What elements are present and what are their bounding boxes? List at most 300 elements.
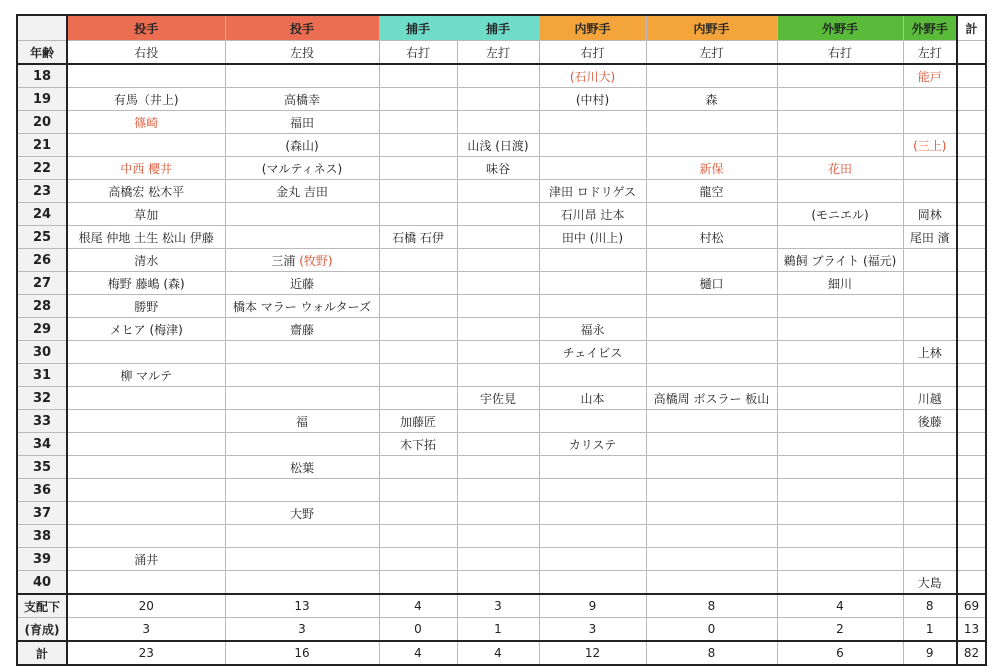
roster-table-container [16,14,987,666]
player-cell [777,64,903,88]
age-cell: 21 [17,134,67,157]
roster-age-table [16,14,987,666]
summary-row [17,594,986,618]
player-cell [457,226,539,249]
player-cell [646,134,777,157]
player-cell [457,456,539,479]
player-cell [777,502,903,525]
age-row [17,111,986,134]
player-cell [903,525,957,548]
player-cell [539,479,646,502]
age-cell: 26 [17,249,67,272]
position-header-outfielder-l: 外野手 [903,15,957,41]
player-cell [379,387,457,410]
player-cell [777,226,903,249]
player-cell: 山本 [539,387,646,410]
player-cell [379,364,457,387]
player-cell [539,548,646,571]
summary-count: 1 [457,618,539,642]
age-label: 年齢 [17,41,67,65]
player-cell [457,249,539,272]
player-cell: 石橋 石伊 [379,226,457,249]
player-cell: 岡林 [903,203,957,226]
summary-count: 4 [457,641,539,665]
player-cell: 尾田 濱 [903,226,957,249]
player-cell [646,249,777,272]
age-cell: 35 [17,456,67,479]
player-cell [539,272,646,295]
player-cell [903,433,957,456]
position-header-catcher-l: 捕手 [457,15,539,41]
player-cell [379,502,457,525]
player-cell: 橋本 マラー ウォルターズ [225,295,379,318]
player-cell [379,111,457,134]
age-cell: 40 [17,571,67,595]
player-cell [539,157,646,180]
player-cell [379,341,457,364]
player-cell [67,456,225,479]
player-cell: 草加 [67,203,225,226]
player-cell: 龍空 [646,180,777,203]
player-cell [457,111,539,134]
player-cell [225,249,379,272]
player-cell: 近藤 [225,272,379,295]
player-cell [225,387,379,410]
age-cell: 27 [17,272,67,295]
player-cell [379,456,457,479]
player-cell: 涌井 [67,548,225,571]
player-cell [777,341,903,364]
hand-label: 右投 [67,41,225,65]
hand-label: 左打 [903,41,957,65]
player-cell: 松葉 [225,456,379,479]
age-row [17,64,986,88]
player-cell [457,479,539,502]
age-row [17,203,986,226]
player-cell: 高橋周 ボスラー 板山 [646,387,777,410]
player-cell [957,410,986,433]
player-cell [457,571,539,595]
summary-count: 69 [957,594,986,618]
player-cell: (三上) [903,134,957,157]
player-cell: 上林 [903,341,957,364]
player-cell [225,364,379,387]
player-cell [903,180,957,203]
age-cell: 38 [17,525,67,548]
player-cell [646,456,777,479]
player-cell [379,295,457,318]
player-cell [225,341,379,364]
player-cell [225,571,379,595]
player-cell: 根尾 仲地 土生 松山 伊藤 [67,226,225,249]
age-row [17,525,986,548]
age-cell: 34 [17,433,67,456]
player-cell [67,387,225,410]
player-cell [379,134,457,157]
age-row [17,456,986,479]
player-cell [539,364,646,387]
player-cell [957,364,986,387]
player-cell [957,134,986,157]
age-row [17,364,986,387]
player-cell [957,249,986,272]
position-header-total: 計 [957,15,986,41]
player-cell: 樋口 [646,272,777,295]
summary-row [17,618,986,642]
player-cell [539,456,646,479]
age-row [17,571,986,595]
player-cell [67,479,225,502]
player-cell [777,433,903,456]
player-cell [777,548,903,571]
age-cell: 29 [17,318,67,341]
hand-label: 右打 [379,41,457,65]
summary-count: 13 [225,594,379,618]
summary-row [17,641,986,665]
player-cell [67,341,225,364]
player-cell [957,456,986,479]
player-cell [646,111,777,134]
summary-count: 3 [225,618,379,642]
summary-count: 8 [646,641,777,665]
position-header-pitcher-l: 投手 [225,15,379,41]
player-cell [379,318,457,341]
summary-count: 4 [777,594,903,618]
player-cell: 大野 [225,502,379,525]
player-cell [957,502,986,525]
player-cell [957,157,986,180]
player-cell: チェイビス [539,341,646,364]
summary-label: 計 [17,641,67,665]
player-cell [67,410,225,433]
player-name-highlight: (牧野) [299,253,333,268]
player-cell [457,364,539,387]
player-cell: 有馬（井上) [67,88,225,111]
hand-label: 右打 [777,41,903,65]
player-cell [379,180,457,203]
position-header-pitcher-r: 投手 [67,15,225,41]
summary-count: 8 [903,594,957,618]
player-cell [225,479,379,502]
player-cell [225,433,379,456]
age-row [17,479,986,502]
age-row [17,157,986,180]
player-cell [957,203,986,226]
corner-cell [17,15,67,41]
player-cell [379,88,457,111]
summary-count: 0 [379,618,457,642]
player-cell [457,548,539,571]
player-cell [379,548,457,571]
player-cell [957,64,986,88]
player-cell [379,479,457,502]
player-cell: 山浅 (日渡) [457,134,539,157]
hand-label [957,41,986,65]
summary-count: 20 [67,594,225,618]
player-cell [379,249,457,272]
summary-count: 13 [957,618,986,642]
age-row [17,318,986,341]
player-cell: 味谷 [457,157,539,180]
age-cell: 30 [17,341,67,364]
age-cell: 33 [17,410,67,433]
age-row [17,226,986,249]
age-row [17,88,986,111]
hand-subheader-row [17,41,986,65]
player-cell [539,410,646,433]
player-cell [903,88,957,111]
player-cell [903,502,957,525]
player-cell [539,111,646,134]
player-cell: 柳 マルテ [67,364,225,387]
player-cell [777,525,903,548]
player-cell: 篠崎 [67,111,225,134]
age-cell: 28 [17,295,67,318]
player-cell [957,88,986,111]
player-cell [646,341,777,364]
player-cell [903,111,957,134]
player-cell: 川越 [903,387,957,410]
age-cell: 22 [17,157,67,180]
player-cell [67,571,225,595]
player-cell [903,272,957,295]
player-cell [457,433,539,456]
player-cell [539,525,646,548]
age-row [17,272,986,295]
age-cell: 19 [17,88,67,111]
player-cell [67,525,225,548]
player-cell: 福田 [225,111,379,134]
player-cell: 勝野 [67,295,225,318]
age-row [17,134,986,157]
player-cell [67,433,225,456]
player-cell [903,548,957,571]
player-cell [457,295,539,318]
player-cell [225,203,379,226]
player-cell: 能戸 [903,64,957,88]
player-cell [457,272,539,295]
position-header-catcher-r: 捕手 [379,15,457,41]
player-cell: 中西 櫻井 [67,157,225,180]
player-cell: 花田 [777,157,903,180]
age-cell: 20 [17,111,67,134]
age-row [17,548,986,571]
age-row [17,341,986,364]
age-cell: 39 [17,548,67,571]
summary-rows [17,594,986,665]
age-row [17,410,986,433]
age-row [17,502,986,525]
player-cell: 鵜飼 ブライト (福元) [777,249,903,272]
age-rows [17,64,986,594]
player-cell [457,203,539,226]
player-cell [379,272,457,295]
player-cell [225,226,379,249]
summary-count: 4 [379,594,457,618]
player-cell [379,525,457,548]
age-row [17,249,986,272]
player-cell [903,318,957,341]
player-cell [646,203,777,226]
player-cell: 梅野 藤嶋 (森) [67,272,225,295]
player-cell [957,571,986,595]
summary-count: 6 [777,641,903,665]
summary-count: 16 [225,641,379,665]
player-cell [457,341,539,364]
player-cell [457,88,539,111]
player-cell: 高橋宏 松木平 [67,180,225,203]
age-cell: 37 [17,502,67,525]
player-cell: (モニエル) [777,203,903,226]
summary-count: 4 [379,641,457,665]
age-row [17,180,986,203]
player-cell [777,134,903,157]
player-cell [379,203,457,226]
player-cell: 加藤匠 [379,410,457,433]
age-row [17,387,986,410]
player-cell: 宇佐見 [457,387,539,410]
player-cell [777,180,903,203]
age-row [17,433,986,456]
player-cell [957,272,986,295]
player-cell [646,433,777,456]
player-cell [646,525,777,548]
player-cell: (中村) [539,88,646,111]
player-cell: 石川昂 辻本 [539,203,646,226]
summary-count: 9 [539,594,646,618]
player-cell: 津田 ロドリゲス [539,180,646,203]
player-cell [957,318,986,341]
player-cell [67,64,225,88]
player-cell [777,111,903,134]
player-cell [457,502,539,525]
player-cell: 村松 [646,226,777,249]
hand-label: 左打 [646,41,777,65]
player-cell [957,479,986,502]
summary-count: 3 [457,594,539,618]
summary-count: 0 [646,618,777,642]
player-cell [957,548,986,571]
player-cell: 木下拓 [379,433,457,456]
age-cell: 31 [17,364,67,387]
player-cell: 新保 [646,157,777,180]
player-cell [457,180,539,203]
player-cell: 金丸 吉田 [225,180,379,203]
player-cell [379,157,457,180]
player-cell [646,364,777,387]
age-cell: 24 [17,203,67,226]
age-cell: 18 [17,64,67,88]
hand-label: 左打 [457,41,539,65]
player-cell: 大島 [903,571,957,595]
player-cell: (森山) [225,134,379,157]
player-cell [777,571,903,595]
player-cell [646,548,777,571]
player-cell: 細川 [777,272,903,295]
player-cell [457,318,539,341]
player-cell [646,64,777,88]
player-cell: 福 [225,410,379,433]
player-cell [539,134,646,157]
player-cell [777,318,903,341]
player-cell [539,502,646,525]
player-name: 三浦 [271,253,300,268]
player-cell [957,226,986,249]
player-cell [457,525,539,548]
player-cell [539,249,646,272]
player-cell [903,364,957,387]
age-cell: 25 [17,226,67,249]
player-cell [777,479,903,502]
player-cell [379,571,457,595]
player-cell [646,479,777,502]
summary-count: 1 [903,618,957,642]
player-cell [225,64,379,88]
player-cell [646,571,777,595]
player-cell [457,410,539,433]
player-cell: 後藤 [903,410,957,433]
player-cell [539,571,646,595]
hand-label: 左投 [225,41,379,65]
player-cell: (マルティネス) [225,157,379,180]
player-cell [225,525,379,548]
player-cell [957,180,986,203]
summary-count: 2 [777,618,903,642]
player-cell: 田中 (川上) [539,226,646,249]
player-cell [777,295,903,318]
position-header-outfielder-r: 外野手 [777,15,903,41]
player-cell [957,341,986,364]
player-cell: 清水 [67,249,225,272]
player-cell [379,64,457,88]
age-cell: 23 [17,180,67,203]
player-cell [777,387,903,410]
summary-label: (育成) [17,618,67,642]
player-cell: 福永 [539,318,646,341]
position-header-infielder-r: 内野手 [539,15,646,41]
player-cell [957,111,986,134]
player-cell [646,295,777,318]
player-cell: (石川大) [539,64,646,88]
summary-count: 23 [67,641,225,665]
player-cell [957,387,986,410]
summary-count: 12 [539,641,646,665]
age-cell: 36 [17,479,67,502]
age-cell: 32 [17,387,67,410]
player-cell [539,295,646,318]
player-cell [903,456,957,479]
player-cell [67,502,225,525]
player-cell [777,410,903,433]
position-header-row [17,15,986,41]
player-cell [777,456,903,479]
player-cell [903,157,957,180]
player-cell [646,502,777,525]
player-cell: 齋藤 [225,318,379,341]
player-cell: メヒア (梅津) [67,318,225,341]
player-cell [957,295,986,318]
player-cell [957,433,986,456]
player-cell [903,249,957,272]
player-cell [777,364,903,387]
player-cell: 高橋幸 [225,88,379,111]
position-header-infielder-l: 内野手 [646,15,777,41]
player-cell: 森 [646,88,777,111]
player-cell [67,134,225,157]
player-cell: カリステ [539,433,646,456]
summary-count: 82 [957,641,986,665]
player-cell [225,548,379,571]
